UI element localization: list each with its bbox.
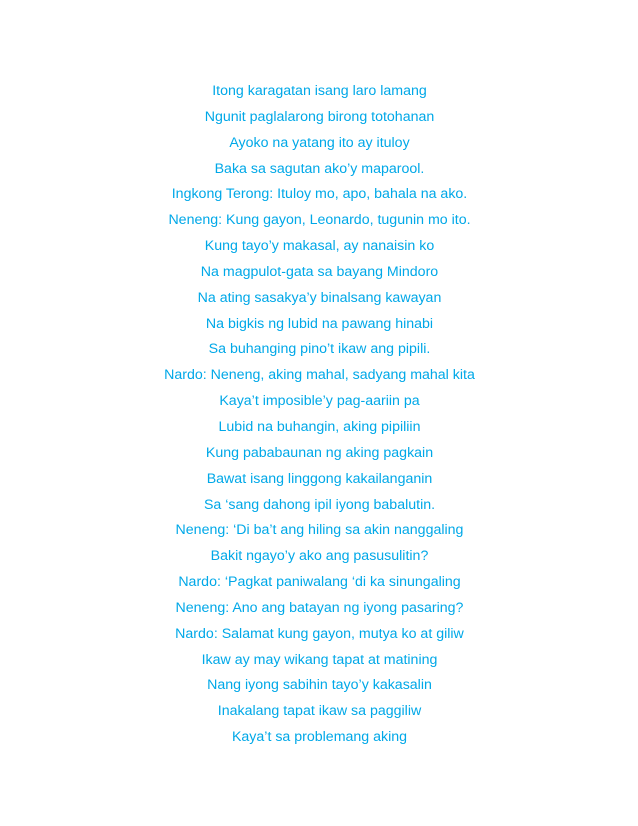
poem-line: Kung tayo’y makasal, ay nanaisin ko xyxy=(204,238,435,255)
poem-line: Ngunit paglalarong birong totohanan xyxy=(204,108,435,125)
poem-text xyxy=(0,79,638,751)
poem-line: Neneng: Kung gayon, Leonardo, tugunin mo ito. xyxy=(168,212,471,229)
poem-line: Na ating sasakya’y binalsang kawayan xyxy=(197,289,442,306)
poem-line: Ikaw ay may wikang tapat at matining xyxy=(201,651,438,668)
poem-line: Na bigkis ng lubid na pawang hinabi xyxy=(205,315,434,332)
poem-line: Neneng: Ano ang batayan ng iyong pasaring? xyxy=(175,599,464,616)
poem-line: Nang iyong sabihin tayo’y kakasalin xyxy=(207,677,432,694)
poem-line: Na magpulot-gata sa bayang Mindoro xyxy=(200,263,439,280)
poem-line: Inakalang tapat ikaw sa paggiliw xyxy=(217,703,422,720)
poem-line: Nardo: Salamat kung gayon, mutya ko at giliw xyxy=(175,625,464,642)
poem-line: Kung pababaunan ng aking pagkain xyxy=(205,444,434,461)
poem-line: Sa ‘sang dahong ipil iyong babalutin. xyxy=(203,496,436,513)
poem-line: Sa buhanging pino’t ikaw ang pipili. xyxy=(208,341,431,358)
poem-line: Baka sa sagutan ako’y maparool. xyxy=(214,160,425,177)
poem-line: Kaya’t sa problemang aking xyxy=(231,729,408,746)
poem-line: Bakit ngayo’y ako ang pasusulitin? xyxy=(210,548,429,565)
poem-line: Itong karagatan isang laro lamang xyxy=(212,83,427,99)
poem-line: Neneng: ‘Di ba’t ang hiling sa akin nanggaling xyxy=(175,522,464,539)
poem-line: Nardo: Neneng, aking mahal, sadyang mahal kita xyxy=(164,367,475,384)
poem-line: Ingkong Terong: Ituloy mo, apo, bahala na ako. xyxy=(171,186,468,203)
poem-line: Lubid na buhangin, aking pipiliin xyxy=(218,418,421,435)
poem-line: Ayoko na yatang ito ay ituloy xyxy=(229,134,410,151)
poem-line: Kaya’t imposible’y pag-aariin pa xyxy=(219,393,420,410)
poem-line: Bawat isang linggong kakailanganin xyxy=(206,470,433,487)
poem-line: Nardo: ‘Pagkat paniwalang ‘di ka sinungaling xyxy=(178,574,461,591)
